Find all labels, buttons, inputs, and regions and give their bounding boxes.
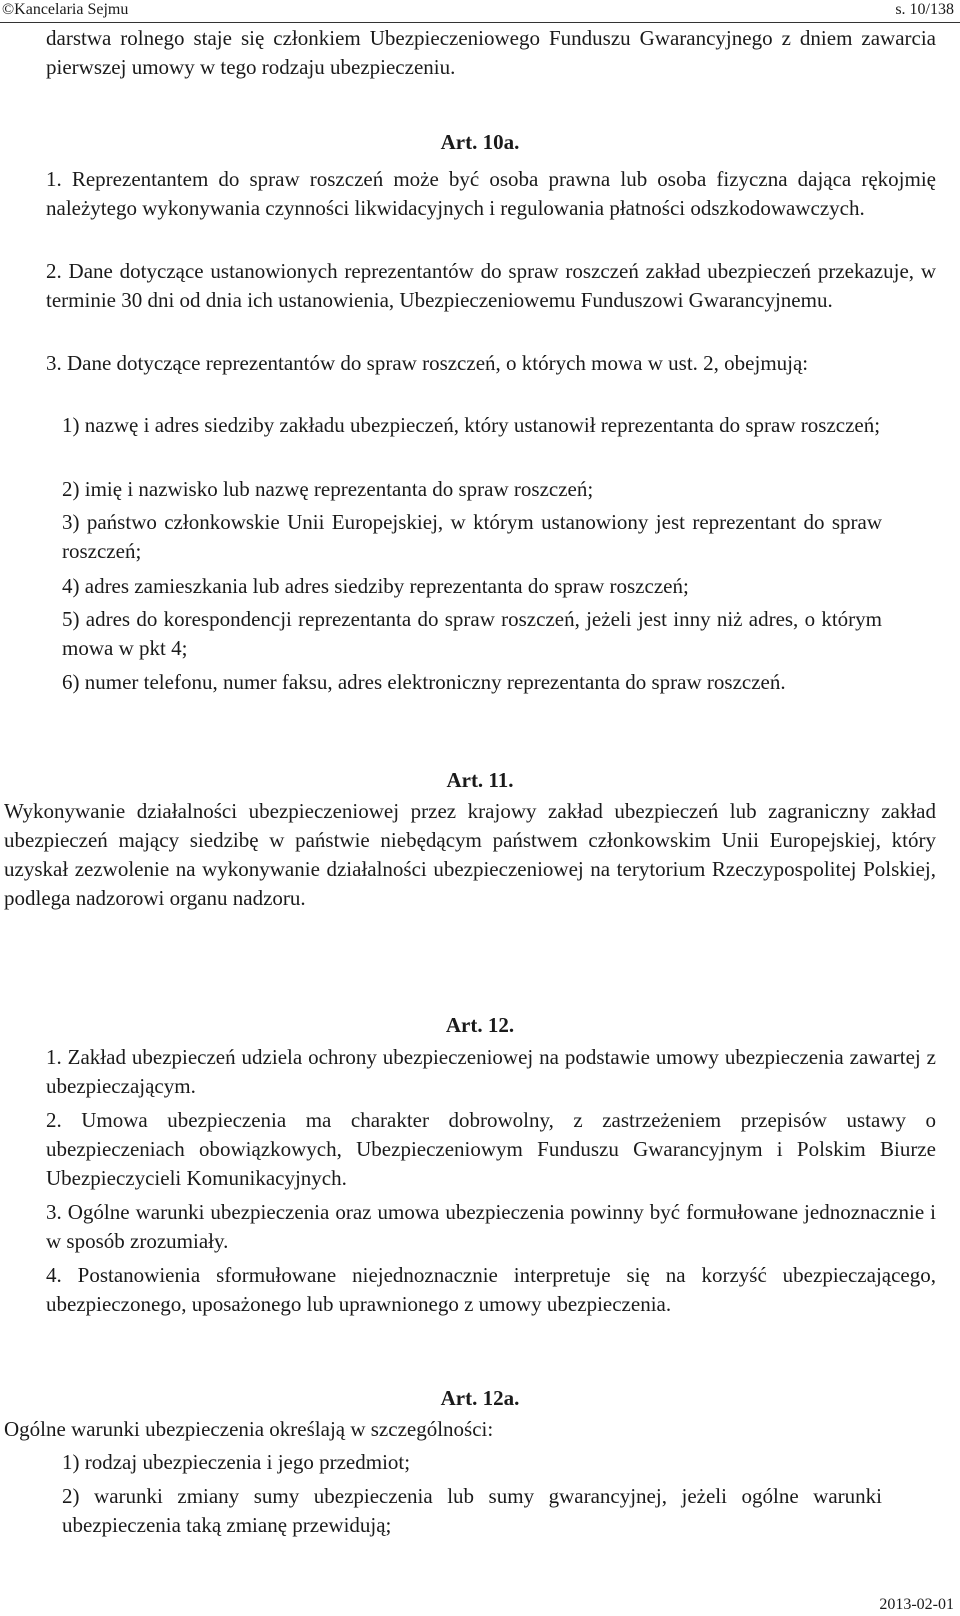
art10a-item-1: 1) nazwę i adres siedziby zakładu ubezpieczeń, który ustanowił reprezentanta do spraw roszczeń; bbox=[62, 413, 881, 437]
art10a-item-4: 4) adres zamieszkania lub adres siedziby reprezentanta do spraw roszczeń; bbox=[62, 574, 689, 598]
header-divider bbox=[0, 22, 960, 23]
art10a-title: Art. 10a. bbox=[440, 130, 520, 154]
art12-para-2: 2. Umowa ubezpieczenia ma charakter dobrowolny, z zastrzeżeniem przepisów ustawy o ubezpieczeniach obowiązkowych, Ubezpieczeniowym Funduszu Gwarancyjnym i Polskim Biurze Ubezpieczycieli Komunikacyjnych. bbox=[46, 1108, 936, 1190]
art10a-item-5: 5) adres do korespondencji reprezentanta do spraw roszczeń, jeżeli jest inny niż adres, o którym mowa w pkt 4; bbox=[62, 607, 882, 660]
page-header bbox=[0, 0, 960, 24]
art10a-item-3: 3) państwo członkowskie Unii Europejskiej, w którym ustanowiony jest reprezentant do spraw roszczeń; bbox=[62, 510, 882, 563]
art11-title: Art. 11. bbox=[446, 768, 514, 792]
art12a-title: Art. 12a. bbox=[440, 1386, 520, 1410]
art10a-item-2: 2) imię i nazwisko lub nazwę reprezentanta do spraw roszczeń; bbox=[62, 477, 594, 501]
art10a-para-3: 3. Dane dotyczące reprezentantów do spraw roszczeń, o których mowa w ust. 2, obejmują: bbox=[46, 351, 809, 375]
art12a-item-2: 2) warunki zmiany sumy ubezpieczenia lub sumy gwarancyjnej, jeżeli ogólne warunki ubezpieczenia taką zmianę przewidują; bbox=[62, 1484, 882, 1537]
document-date: 2013-02-01 bbox=[879, 1596, 954, 1613]
art12-title: Art. 12. bbox=[445, 1013, 515, 1037]
art12-para-3: 3. Ogólne warunki ubezpieczenia oraz umowa ubezpieczenia powinny być formułowane jednoznacznie i w sposób zrozumiały. bbox=[46, 1200, 936, 1253]
top-paragraph: darstwa rolnego staje się członkiem Ubezpieczeniowego Funduszu Gwarancyjnego z dniem zawarcia pierwszej umowy w tego rodzaju ubezpieczeniu. bbox=[46, 26, 936, 79]
art12a-item-1: 1) rodzaj ubezpieczenia i jego przedmiot; bbox=[62, 1450, 411, 1474]
art12-para-4: 4. Postanowienia sformułowane niejednoznacznie interpretuje się na korzyść ubezpieczającego, ubezpieczonego, uposażonego lub uprawnionego z umowy ubezpieczenia. bbox=[46, 1263, 936, 1316]
art12-para-1: 1. Zakład ubezpieczeń udziela ochrony ubezpieczeniowej na podstawie umowy ubezpieczenia zawartej z ubezpieczającym. bbox=[46, 1045, 936, 1098]
art11-text: Wykonywanie działalności ubezpieczeniowej przez krajowy zakład ubezpieczeń lub zagraniczny zakład ubezpieczeń mający siedzibę w państwie niebędącym państwem członkowskim Unii Europejskiej, który uzyskał zezwolenie na wykonywanie działalności ubezpieczeniowej na terytorium Rzeczypospolitej Polskiej, podlega nadzorowi organu nadzoru. bbox=[4, 799, 936, 910]
header-source: ©Kancelaria Sejmu bbox=[2, 1, 129, 18]
art10a-para-2: 2. Dane dotyczące ustanowionych reprezentantów do spraw roszczeń zakład ubezpieczeń przekazuje, w terminie 30 dni od dnia ich ustanowienia, Ubezpieczeniowemu Funduszowi Gwarancyjnemu. bbox=[46, 259, 936, 312]
art10a-para-1: 1. Reprezentantem do spraw roszczeń może być osoba prawna lub osoba fizyczna dająca rękojmię należytego wykonywania czynności likwidacyjnych i regulowania płatności odszkodowawczych. bbox=[46, 167, 936, 220]
page-number: s. 10/138 bbox=[895, 1, 954, 18]
art12a-intro: Ogólne warunki ubezpieczenia określają w szczególności: bbox=[4, 1417, 494, 1441]
art10a-item-6: 6) numer telefonu, numer faksu, adres elektroniczny reprezentanta do spraw roszczeń. bbox=[62, 670, 786, 694]
